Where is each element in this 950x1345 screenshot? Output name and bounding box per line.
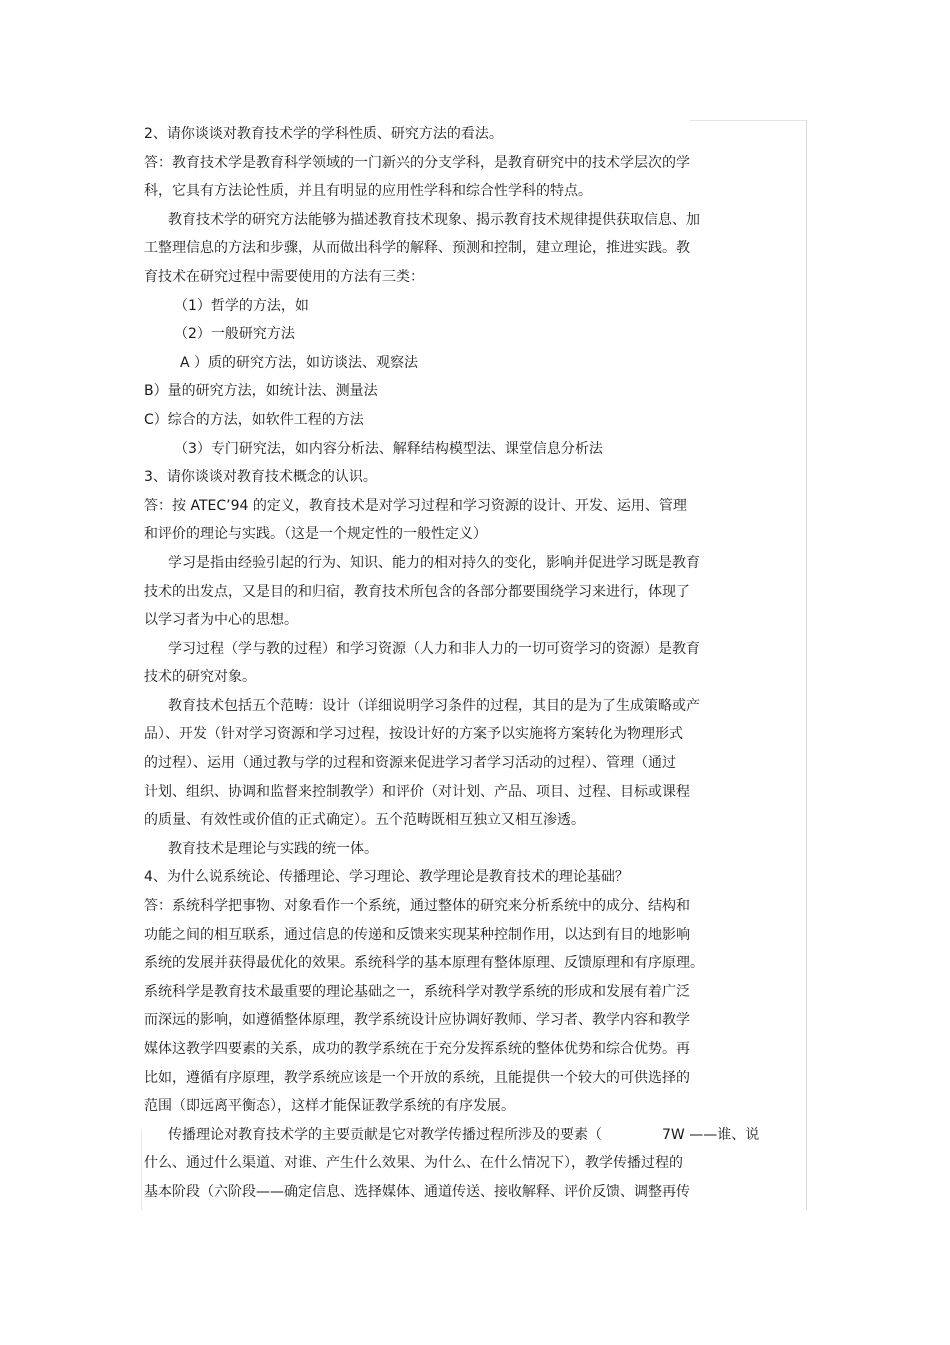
answer-2-paragraph-2-line-3: 育技术在研究过程中需要使用的方法有三类：	[144, 268, 424, 285]
answer-3-paragraph-4-line-2: 品）、开发（针对学习资源和学习过程，按设计好的方案予以实施将方案转化为物理形式	[144, 726, 683, 743]
answer-4-line-5: 而深远的影响，如遵循整体原理，教学系统设计应协调好教师、学习者、教学内容和教学	[144, 1012, 690, 1029]
answer-3-line-2: 和评价的理论与实践。（这是一个规定性的一般性定义）	[144, 526, 487, 543]
answer-3-paragraph-5-line-1: 教育技术是理论与实践的统一体。	[168, 840, 378, 857]
answer-3-paragraph-2-line-2: 技术的出发点，又是目的和归宿，教育技术所包含的各部分都要围绕学习来进行，体现了	[144, 583, 690, 600]
answer-4-paragraph-2-line-2: 什么、通过什么渠道、对谁、产生什么效果、为什么、在什么情况下），教学传播过程的	[144, 1155, 683, 1172]
answer-4-line-2: 功能之间的相互联系，通过信息的传递和反馈来实现某种控制作用，以达到有目的地影响	[144, 926, 690, 943]
answer-4-line-7: 比如，遵循有序原理，教学系统应该是一个开放的系统，且能提供一个较大的可供选择的	[144, 1069, 690, 1086]
answer-3-paragraph-4-line-3: 的过程）、运用（通过教与学的过程和资源来促进学习者学习活动的过程）、管理（通过	[144, 755, 676, 772]
answer-3-paragraph-4-line-4: 计划、组织、协调和监督来控制教学）和评价（对计划、产品、项目、过程、目标或课程	[144, 783, 690, 800]
answer-3-paragraph-3-line-2: 技术的研究对象。	[144, 669, 256, 686]
answer-4-7w-label: 7W ——谁、说	[662, 1126, 760, 1143]
answer-4-paragraph-2-line-1-text: 传播理论对教育技术学的主要贡献是它对教学传播过程所涉及的要素（	[168, 1126, 602, 1143]
method-sub-item-b: B）量的研究方法，如统计法、测量法	[144, 383, 378, 400]
answer-2-paragraph-2-line-2: 工整理信息的方法和步骤，从而做出科学的解释、预测和控制，建立理论，推进实践。教	[144, 240, 690, 257]
answer-3-paragraph-2-line-3: 以学习者为中心的思想。	[144, 612, 298, 629]
method-sub-item-c: C）综合的方法，如软件工程的方法	[144, 411, 364, 428]
answer-3-paragraph-4-line-1: 教育技术包括五个范畴：设计（详细说明学习条件的过程，其目的是为了生成策略或产	[168, 697, 700, 714]
answer-4-line-6: 媒体这教学四要素的关系，成功的教学系统在于充分发挥系统的整体优势和综合优势。再	[144, 1041, 690, 1057]
question-4-heading: 4、为什么说系统论、传播理论、学习理论、教学理论是教育技术的理论基础？	[144, 869, 629, 886]
answer-2-line-2: 科，它具有方法论性质，并且有明显的应用性学科和综合性学科的特点。	[144, 183, 592, 200]
answer-4-line-8: 范围（即远离平衡态），这样才能保证教学系统的有序发展。	[144, 1098, 515, 1115]
answer-4-paragraph-2-line-3: 基本阶段（六阶段——确定信息、选择媒体、通道传送、接收解释、评价反馈、调整再传	[144, 1183, 690, 1200]
answer-4-line-3: 系统的发展并获得最优化的效果。系统科学的基本原理有整体原理、反馈原理和有序原理。	[144, 955, 704, 972]
answer-3-paragraph-3-line-1: 学习过程（学与教的过程）和学习资源（人力和非人力的一切可资学习的资源）是教育	[168, 640, 700, 657]
method-sub-item-a: A ）质的研究方法，如访谈法、观察法	[180, 354, 419, 371]
answer-2-line-1: 答：教育技术学是教育科学领域的一门新兴的分支学科，是教育研究中的技术学层次的学	[144, 154, 690, 171]
method-item-1: （1）哲学的方法，如	[174, 297, 309, 314]
answer-3-paragraph-4-line-5: 的质量、有效性或价值的正式确定）。五个范畴既相互独立又相互渗透。	[144, 812, 585, 829]
answer-2-paragraph-2-line-1: 教育技术学的研究方法能够为描述教育技术现象、揭示教育技术规律提供获取信息、加	[168, 211, 700, 228]
frame-left-border	[141, 1130, 142, 1210]
answer-4-paragraph-2-line-1	[144, 1121, 804, 1150]
method-item-3: （3）专门研究法，如内容分析法、解释结构模型法、课堂信息分析法	[174, 440, 603, 457]
question-2-heading: 2、请你谈谈对教育技术学的学科性质、研究方法的看法。	[144, 126, 503, 142]
answer-4-line-1: 答：系统科学把事物、对象看作一个系统，通过整体的研究来分析系统中的成分、结构和	[144, 898, 690, 915]
document-body	[144, 120, 804, 1207]
question-3-heading: 3、请你谈谈对教育技术概念的认识。	[144, 469, 377, 486]
answer-3-paragraph-2-line-1: 学习是指由经验引起的行为、知识、能力的相对持久的变化，影响并促进学习既是教育	[168, 554, 700, 571]
method-item-2: （2）一般研究方法	[174, 326, 295, 343]
frame-right-border	[806, 120, 807, 1210]
answer-4-line-4: 系统科学是教育技术最重要的理论基础之一，系统科学对教学系统的形成和发展有着广泛	[144, 983, 690, 1000]
answer-3-line-1: 答：按 ATEC’94 的定义，教育技术是对学习过程和学习资源的设计、开发、运用、管理	[144, 497, 687, 514]
